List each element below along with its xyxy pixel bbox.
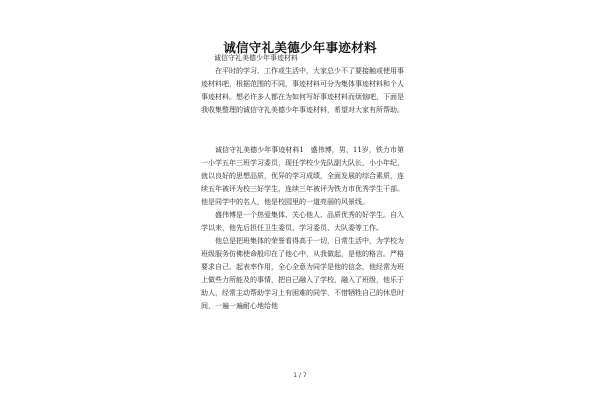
intro-paragraph: 在平时的学习、工作或生活中，大家总少不了要接触或使用事迹材料吧，根据范围的不同，事迹材料可分为集体事迹材料和个人事迹材料。想必许多人都在为如何写好事迹材料而烦恼吧，下面是我收集整理的诚信守礼美德少年事迹材料，希望对大家有所帮助。 (201, 67, 404, 114)
document-subtitle: 诚信守礼美德少年事迹材料 (214, 54, 298, 62)
document-title: 诚信守礼美德少年事迹材料 (223, 40, 377, 55)
page-number: 1 / 7 (293, 372, 307, 379)
section1-paragraph-2: 盛伟博是一个热爱集体、关心他人、品质优秀的好学生。自入学以来，他先后担任卫生委员、学习委员、大队委等工作。 (201, 211, 404, 232)
section-spacer (201, 117, 404, 144)
section1-paragraph-1-text: 盛伟博，男，11岁，铁力市第一小学五年三班学习委员，现任学校少先队副大队长，小小年纪，就以良好的思想品质，优异的学习成绩，全面发展的综合素质，连续五年被评为校三好学生，连续三年被评为铁力市优秀学生干部。他是同学中的名人，他是校园里的一道亮丽的风景线。 (201, 146, 404, 206)
section1-heading: 诚信守礼美德少年事迹材料1 (215, 146, 304, 154)
section1-paragraph-1 (201, 144, 404, 209)
section1-paragraph-3: 他总是把班集体的荣誉看得高于一切，日常生活中，为学校为班级服务仿佛使命般印在了他心中，从我做起，是他的格言。严格要求自己，起表率作用，全心全意为同学是他的信念，他经常为班上做些力所能及的事情，把自己融入了学校，融入了班级，他乐于助人，经常主动帮助学习上有困难的同学，不惜牺牲自己的休息时间，一遍一遍耐心地给他 (201, 237, 404, 310)
document-body (201, 52, 404, 313)
